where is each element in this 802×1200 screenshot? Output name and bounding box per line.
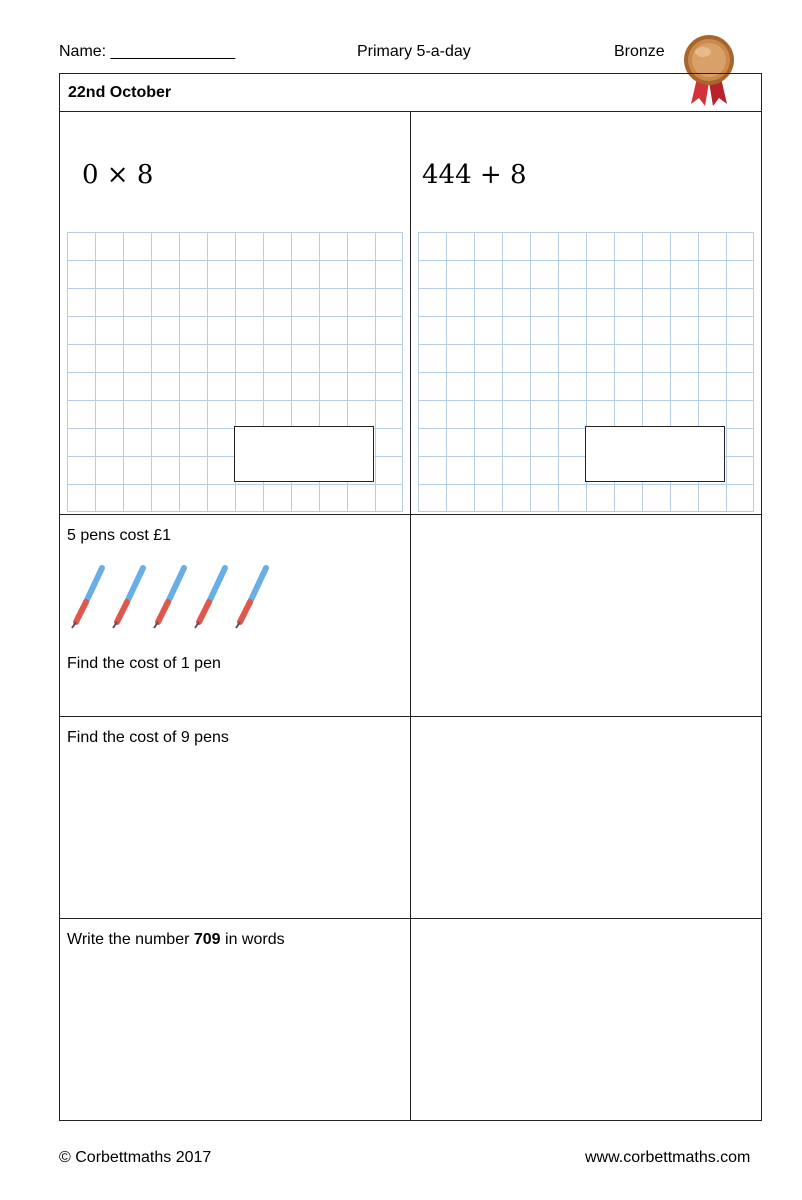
q3-answer-area[interactable] [60,515,410,716]
website-link[interactable]: www.corbettmaths.com [585,1149,751,1166]
q5-prefix: Write the number [67,931,194,948]
q5-number: 709 [193,931,221,948]
q3-prompt: 5 pens cost £1 [67,527,172,544]
q2-expression: 444 + 8 [422,160,527,190]
q4-question: Find the cost of 9 pens [67,729,229,746]
difficulty-level: Bronze [614,43,665,60]
copyright-notice: © Corbettmaths 2017 [59,1149,212,1166]
q5-suffix: in words [220,931,285,948]
q1-answer-box[interactable] [234,426,374,482]
q4-working-space[interactable] [411,717,761,918]
worksheet-table [59,73,762,1121]
q3-question: Find the cost of 1 pen [67,655,221,672]
name-field-label: Name: ______________ [59,43,236,60]
q1-expression: 0 × 8 [82,160,154,190]
worksheet-title: Primary 5-a-day [357,43,471,60]
q2-answer-box[interactable] [585,426,725,482]
q5-question [67,930,285,950]
date-heading: 22nd October [68,84,172,101]
q3-working-space[interactable] [411,515,761,716]
q5-working-space[interactable] [411,919,761,1119]
